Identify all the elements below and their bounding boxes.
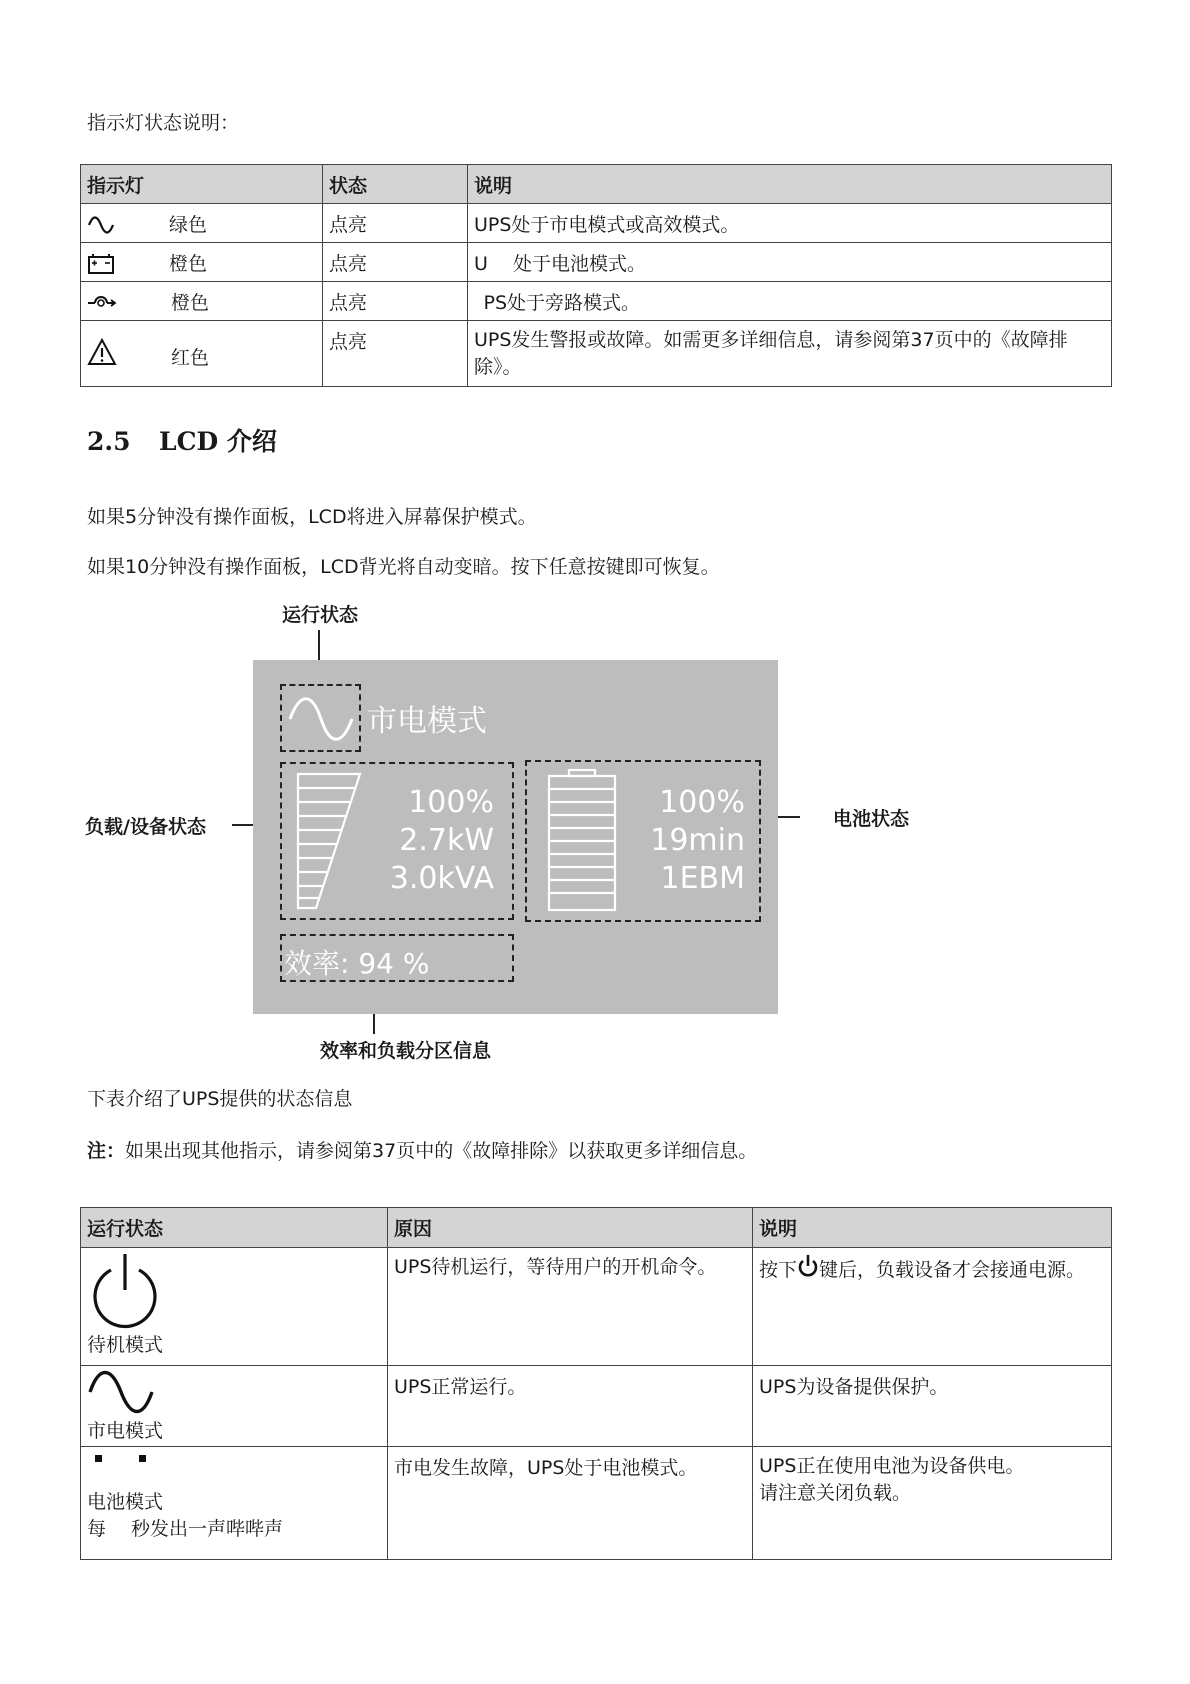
callout-efficiency: 效率和负载分区信息 (320, 1040, 492, 1062)
header-reason: 原因 (388, 1208, 753, 1248)
sine-wave-icon (87, 214, 115, 236)
battery-state-box (525, 760, 761, 922)
header-description: 说明 (468, 165, 1112, 204)
load-kw: 2.7kW (399, 823, 494, 858)
callout-run-state: 运行状态 (282, 604, 359, 626)
load-percent: 100% (408, 785, 494, 820)
power-icon (87, 1250, 163, 1330)
mode-label: 电池模式 (87, 1491, 164, 1513)
load-kva: 3.0kVA (389, 861, 494, 896)
indicator-cell (81, 243, 323, 282)
run-state-cell (81, 1248, 388, 1366)
desc-line-1: UPS正在使用电池为设备供电。 (759, 1455, 1025, 1477)
description-cell: PS处于旁路模式。 (468, 282, 1112, 321)
section-number: 2.5 (87, 427, 131, 456)
header-status-description: 说明 (753, 1208, 1112, 1248)
table-row (81, 1248, 1112, 1366)
table-row (81, 1366, 1112, 1447)
header-run-state: 运行状态 (81, 1208, 388, 1248)
bypass-icon (87, 292, 117, 314)
section-heading (87, 422, 277, 458)
indicator-color: 红色 (171, 346, 210, 369)
state-cell: 点亮 (323, 204, 468, 243)
note (87, 1136, 757, 1163)
battery-level-icon (545, 768, 619, 914)
note-text: 如果出现其他指示，请参阅第37页中的《故障排除》以获取更多详细信息。 (125, 1140, 758, 1162)
indicator-color: 绿色 (169, 213, 208, 236)
load-values (390, 784, 494, 898)
battery-values (650, 784, 745, 898)
table-row (81, 204, 1112, 243)
callout-battery-state: 电池状态 (833, 808, 910, 830)
sine-wave-icon (87, 1368, 155, 1416)
beep-note: 每 秒发出一声哔哔声 (87, 1518, 284, 1540)
reason-cell: UPS正常运行。 (388, 1366, 753, 1447)
battery-percent: 100% (659, 785, 745, 820)
battery-runtime: 19min (650, 823, 745, 858)
indicator-table (80, 164, 1112, 387)
indicator-cell (81, 282, 323, 321)
lcd-mode-text: 市电模式 (367, 704, 487, 739)
header-state: 状态 (323, 165, 468, 204)
status-description-cell: UPS为设备提供保护。 (753, 1366, 1112, 1447)
battery-ebm: 1EBM (660, 861, 745, 896)
table-row (81, 321, 1112, 387)
mode-label: 市电模式 (87, 1420, 164, 1442)
desc-line-2: 请注意关闭负载。 (759, 1482, 912, 1504)
battery-icon (87, 253, 115, 275)
efficiency-text: 效率: 94 % (284, 947, 430, 980)
load-bars-icon (294, 772, 366, 912)
battery-dots-icon (87, 1451, 157, 1471)
description-cell: UPS处于市电模式或高效模式。 (468, 204, 1112, 243)
status-description-cell (753, 1447, 1112, 1560)
status-table (80, 1207, 1112, 1560)
note-label: 注： (87, 1140, 126, 1162)
power-icon (797, 1254, 819, 1278)
paragraph-screensaver: 如果5分钟没有操作面板，LCD将进入屏幕保护模式。 (87, 506, 537, 528)
state-cell: 点亮 (323, 282, 468, 321)
mode-label: 待机模式 (87, 1334, 164, 1356)
status-intro: 下表介绍了UPS提供的状态信息 (87, 1088, 353, 1110)
lcd-screen (253, 660, 778, 1014)
table-row (81, 1447, 1112, 1560)
header-indicator: 指示灯 (81, 165, 323, 204)
paragraph-backlight: 如果10分钟没有操作面板，LCD背光将自动变暗。按下任意按键即可恢复。 (87, 556, 720, 578)
desc-before: 按下 (759, 1259, 798, 1281)
indicator-table-header (81, 165, 1112, 204)
status-description-cell (753, 1248, 1112, 1366)
indicator-color: 橙色 (169, 252, 208, 275)
run-state-box (280, 684, 361, 752)
description-cell: U 处于电池模式。 (468, 243, 1112, 282)
indicator-cell (81, 321, 323, 387)
callout-load-state: 负载/设备状态 (85, 816, 206, 838)
reason-cell: 市电发生故障，UPS处于电池模式。 (388, 1447, 753, 1560)
table-row (81, 243, 1112, 282)
indicator-intro-label: 指示灯状态说明： (87, 112, 240, 134)
sine-wave-icon (286, 694, 356, 744)
section-title: LCD 介绍 (159, 427, 277, 456)
run-state-cell (81, 1366, 388, 1447)
status-table-header (81, 1208, 1112, 1248)
efficiency-box (280, 934, 514, 982)
description-cell: UPS发生警报或故障。如需更多详细信息，请参阅第37页中的《故障排除》。 (468, 321, 1112, 387)
load-state-box (280, 762, 514, 920)
warning-icon (87, 338, 117, 366)
state-cell: 点亮 (323, 321, 468, 387)
desc-after: 键后，负载设备才会接通电源。 (819, 1259, 1086, 1281)
indicator-color: 橙色 (171, 291, 210, 314)
state-cell: 点亮 (323, 243, 468, 282)
indicator-cell (81, 204, 323, 243)
run-state-cell (81, 1447, 388, 1560)
reason-cell: UPS待机运行，等待用户的开机命令。 (388, 1248, 753, 1366)
table-row (81, 282, 1112, 321)
